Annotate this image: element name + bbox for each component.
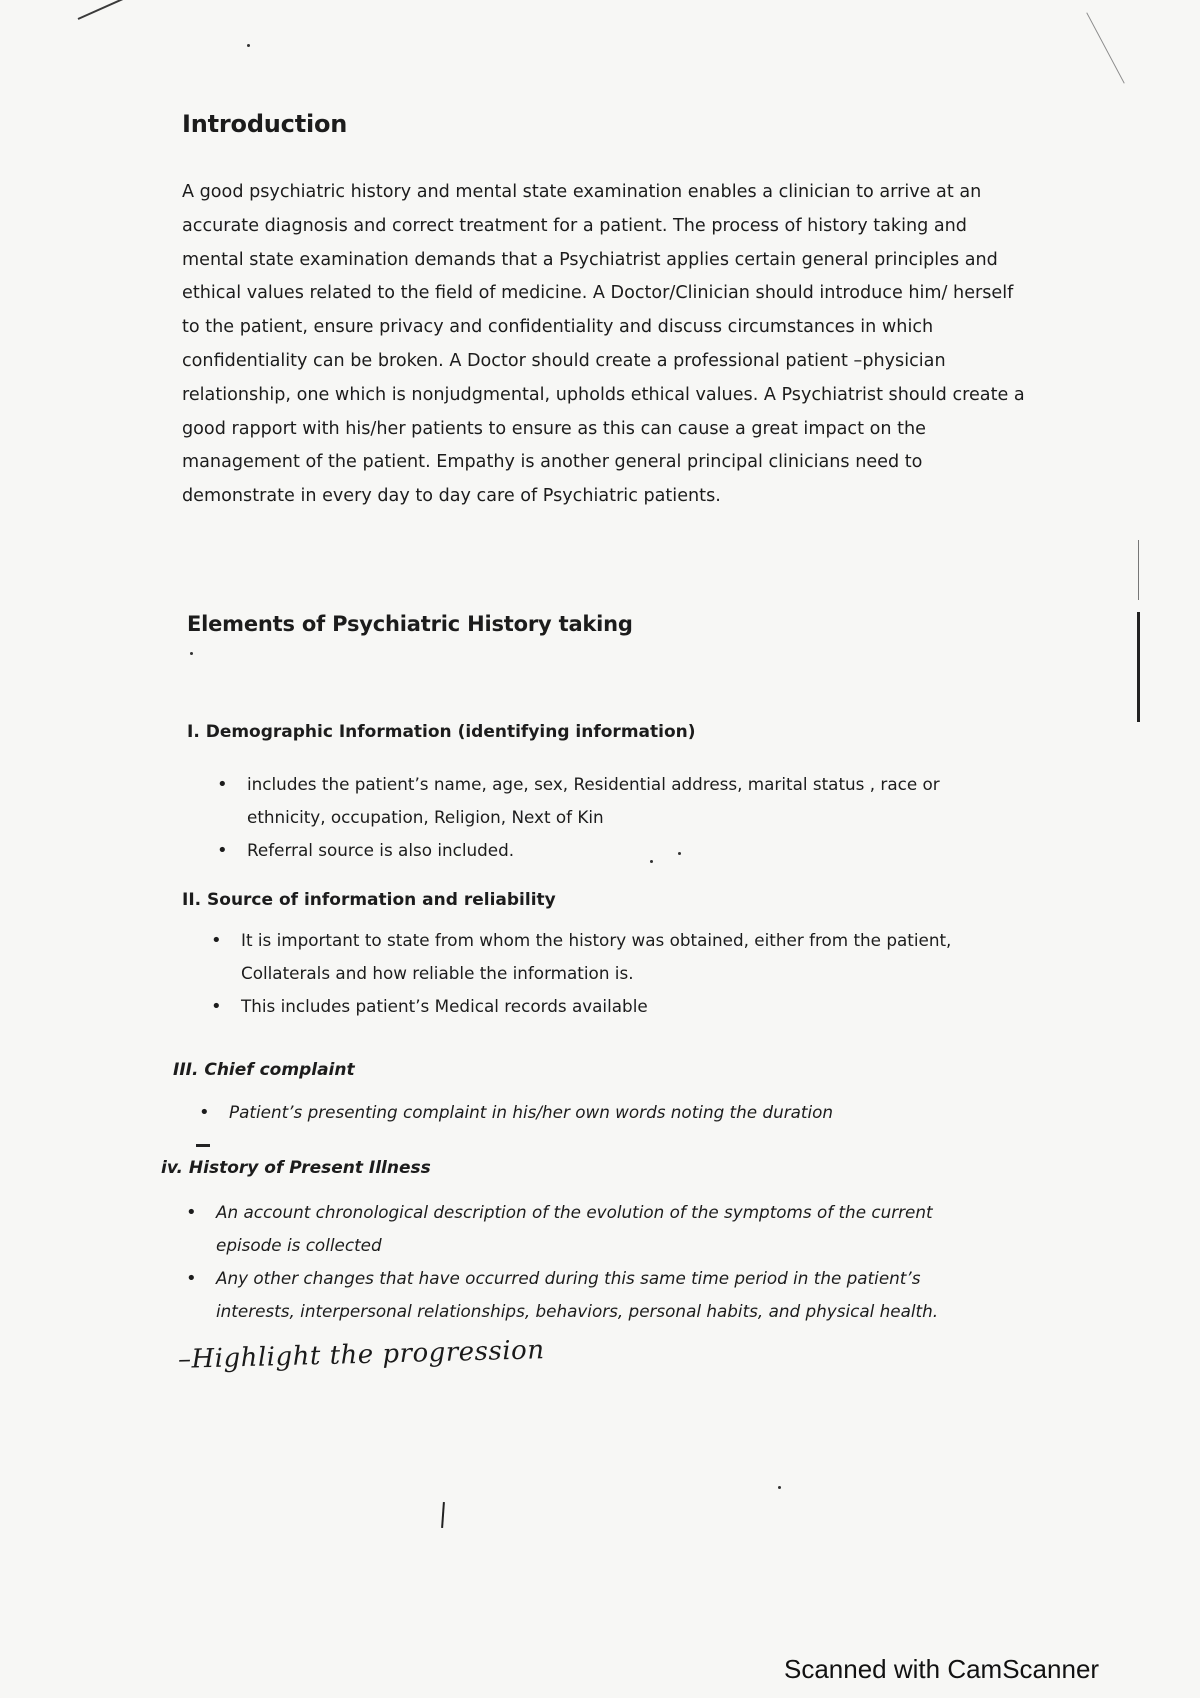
list-item: • Patient’s presenting complaint in his/her own words noting the duration — [199, 1096, 999, 1129]
elements-heading: Elements of Psychiatric History taking — [187, 612, 633, 636]
scan-edge-mark — [1086, 12, 1124, 83]
section-title-demographic: I. Demographic Information (identifying information) — [187, 722, 696, 742]
bullet-list-present-illness — [186, 1196, 996, 1328]
section-title-present-illness: iv. History of Present Illness — [161, 1158, 431, 1178]
section-title-source: II. Source of information and reliability — [182, 890, 556, 910]
list-item: • Any other changes that have occurred during this same time period in the patient’s interests, interpersonal relationships, behaviors, personal habits, and physical health. — [186, 1262, 996, 1328]
introduction-heading: Introduction — [182, 110, 348, 138]
list-item: • This includes patient’s Medical records available — [211, 990, 981, 1023]
scan-speck — [190, 652, 193, 655]
list-item: • An account chronological description of the evolution of the symptoms of the current episode is collected — [186, 1196, 996, 1262]
camscanner-watermark: Scanned with CamScanner — [784, 1654, 1100, 1684]
introduction-paragraph: A good psychiatric history and mental state examination enables a clinician to arrive at an accurate diagnosis and correct treatment for a patient. The process of history taking and mental state examination demands that a Psychiatrist applies certain general principles and ethical values related to the field of medicine. A Doctor/Clinician should introduce him/ herself to the patient, ensure privacy and confidentiality and discuss circumstances in which confidentiality can be broken. A Doctor should create a professional patient –physician relationship, one which is nonjudgmental, upholds ethical values. A Psychiatrist should create a good rapport with his/her patients to ensure as this can cause a great impact on the management of the patient. Empathy is another general principal clinicians need to demonstrate in every day to day care of Psychiatric patients. — [182, 182, 1025, 507]
bullet-list-chief-complaint — [199, 1096, 999, 1129]
section-title-chief-complaint: III. Chief complaint — [173, 1060, 355, 1080]
scan-edge-shadow-dark — [1137, 612, 1140, 722]
scan-edge-shadow — [1138, 540, 1139, 600]
scan-pen-mark — [78, 0, 143, 20]
list-item: • includes the patient’s name, age, sex, Residential address, marital status , race or ethnicity, occupation, Religion, Next of Kin — [217, 768, 957, 834]
list-item: • Referral source is also included. — [217, 834, 957, 867]
pen-dash-mark — [196, 1144, 210, 1147]
scan-speck — [247, 44, 250, 47]
list-item: • It is important to state from whom the history was obtained, either from the patient, Collaterals and how reliable the information is. — [211, 924, 981, 990]
bullet-list-source — [211, 924, 981, 1023]
handwritten-note: –Highlight the progression — [177, 1335, 545, 1375]
pen-stroke-mark — [441, 1502, 445, 1528]
scan-speck — [778, 1486, 781, 1489]
bullet-list-demographic — [217, 768, 957, 867]
